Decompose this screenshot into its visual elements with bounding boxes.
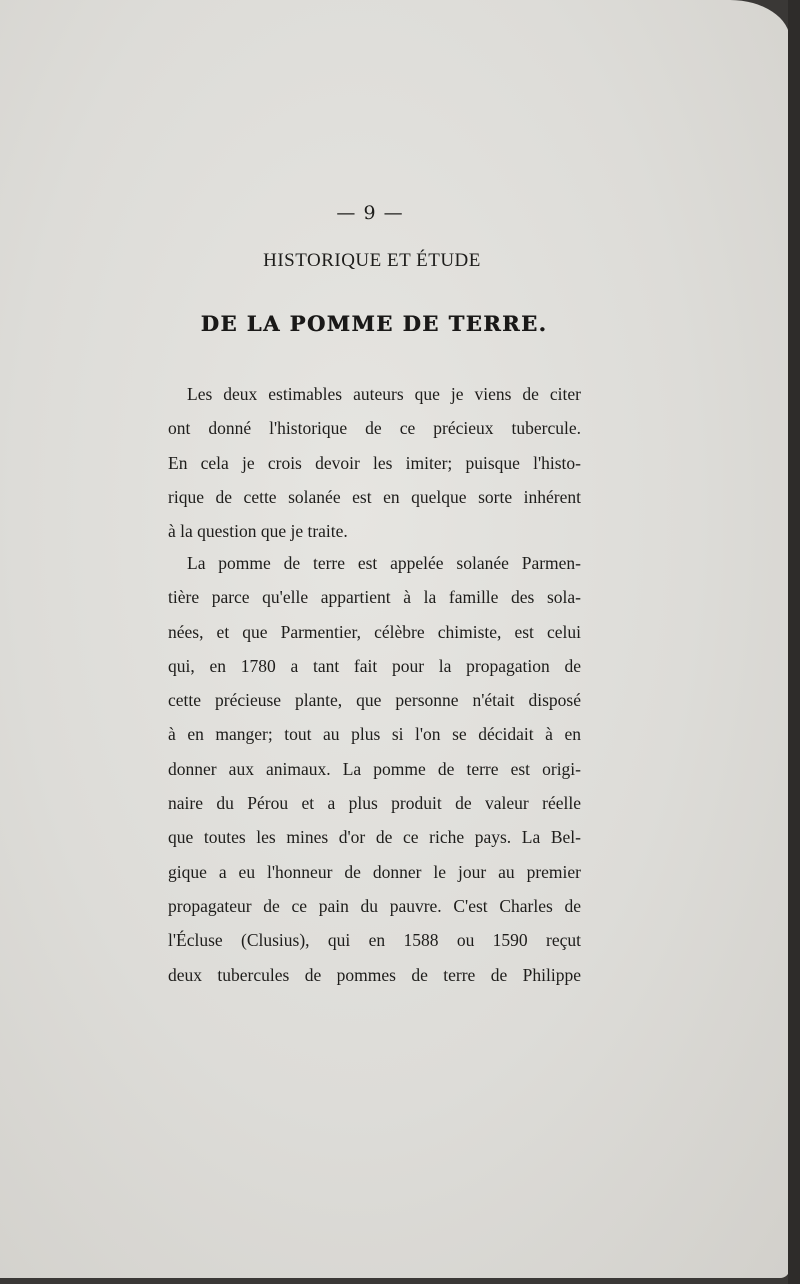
text-line: ont donné l'historique de ce précieux tubercule. [168,418,581,439]
text-line: En cela je crois devoir les imiter; puisque l'histo- [168,452,581,473]
section-heading-line-2: DE LA POMME DE TERRE. [200,311,548,336]
text-line: l'Écluse (Clusius), qui en 1588 ou 1590 reçut [168,930,581,951]
text-line: rique de cette solanée est en quelque sorte inhérent [168,486,581,507]
paragraph-1 [168,377,581,548]
text-line: Les deux estimables auteurs que je viens de citer [187,384,581,404]
text-line: deux tubercules de pommes de terre de Philippe [168,964,581,985]
text-line: à la question que je traite. [168,521,348,542]
text-line: nées, et que Parmentier, célèbre chimiste, est celui [168,621,581,642]
text-line: qui, en 1780 a tant fait pour la propagation de [168,655,581,676]
page-edge-shadow [788,0,800,1284]
page-number: — 9 — [336,202,404,224]
section-heading-line-1: HISTORIQUE ET ÉTUDE [263,250,481,271]
text-line: tière parce qu'elle appartient à la famille des sola- [168,587,581,608]
text-line: gique a eu l'honneur de donner le jour au premier [168,861,581,882]
text-line: à en manger; tout au plus si l'on se décidait à en [168,724,581,745]
text-line: que toutes les mines d'or de ce riche pays. La Bel- [168,827,581,848]
paragraph-2 [168,546,581,992]
text-line: donner aux animaux. La pomme de terre est origi- [168,758,581,779]
text-line: cette précieuse plante, que personne n'était disposé [168,690,581,711]
text-line: naire du Pérou et a plus produit de valeur réelle [168,793,581,814]
text-line: La pomme de terre est appelée solanée Parmen- [187,553,581,573]
text-line: propagateur de ce pain du pauvre. C'est Charles de [168,895,581,916]
